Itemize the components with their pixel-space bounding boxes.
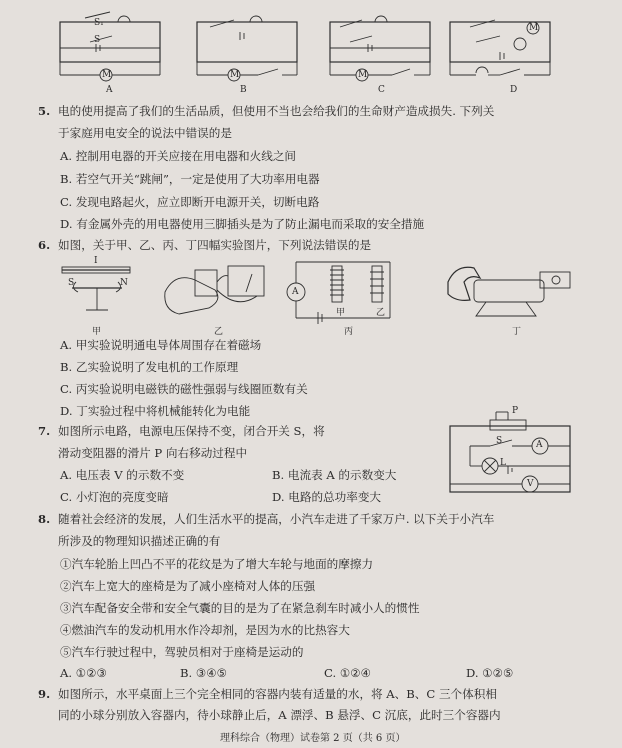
q6-jia-s-label: S [68, 278, 75, 288]
q6-number: 6. [38, 238, 51, 252]
q8-item-2: ②汽车上宽大的座椅是为了减小座椅对人体的压强 [60, 579, 316, 593]
circuit-diagrams-top [0, 0, 622, 95]
q9-stem-line1: 如图所示，水平桌面上三个完全相同的容器内装有适量的水，将 A、B、C 三个体积相 [58, 687, 497, 701]
circuit-label-b: B [240, 85, 247, 95]
q7-option-d: D. 电路的总功率变大 [272, 490, 382, 504]
circuit-a-s-label: S [94, 35, 101, 45]
q8-choice-a: A. ①②③ [60, 666, 107, 680]
q7-stem-line2: 滑动变阻器的滑片 P 向右移动过程中 [58, 446, 248, 460]
q8-choice-d: D. ①②⑤ [466, 666, 514, 680]
q9-stem-line2: 同的小球分别放入容器内，待小球静止后，A 漂浮、B 悬浮、C 沉底，此时三个容器内 [58, 708, 501, 722]
q7-ammeter-label: A [536, 440, 543, 450]
q8-item-3: ③汽车配备安全带和安全气囊的目的是为了在紧急刹车时减小人的惯性 [60, 601, 420, 615]
q7-option-a: A. 电压表 V 的示数不变 [60, 468, 185, 482]
q6-fig-label-bing: 丙 [344, 327, 354, 337]
q5-stem-line2: 于家庭用电安全的说法中错误的是 [58, 126, 232, 140]
page-footer: 理科综合（物理）试卷第 2 页（共 6 页） [220, 733, 406, 744]
q9-number: 9. [38, 687, 51, 701]
q6-option-b: B. 乙实验说明了发电机的工作原理 [60, 360, 239, 374]
q6-option-c: C. 丙实验说明电磁铁的磁性强弱与线圈匝数有关 [60, 382, 308, 396]
q5-stem-line1: 电的使用提高了我们的生活品质，但使用不当也会给我们的生命财产造成损失. 下列关 [58, 104, 495, 118]
q7-option-c: C. 小灯泡的亮度变暗 [60, 490, 169, 504]
q7-lamp-label: L [500, 458, 506, 468]
circuit-d-motor-label: M [529, 23, 539, 33]
q8-stem-line1: 随着社会经济的发展，人们生活水平的提高，小汽车走进了千家万户. 以下关于小汽车 [58, 512, 495, 526]
q6-bing-jia-label: 甲 [336, 308, 346, 318]
q6-option-a: A. 甲实验说明通电导体周围存在着磁场 [60, 338, 262, 352]
q5-option-b: B. 若空气开关“跳闸”，一定是使用了大功率用电器 [60, 172, 320, 186]
q6-bing-yi-label: 乙 [376, 308, 386, 318]
q8-choice-c: C. ①②④ [324, 666, 372, 680]
q8-item-1: ①汽车轮胎上凹凸不平的花纹是为了增大车轮与地面的摩擦力 [60, 557, 374, 571]
q6-fig-label-yi: 乙 [214, 327, 224, 337]
q7-voltmeter-label: V [527, 479, 534, 489]
q6-jia-n-label: N [120, 278, 128, 288]
q6-stem: 如图，关于甲、乙、丙、丁四幅实验图片，下列说法错误的是 [58, 238, 372, 252]
q5-option-a: A. 控制用电器的开关应接在用电器和火线之间 [60, 149, 297, 163]
q8-item-4: ④燃油汽车的发动机用水作冷却剂，是因为水的比热容大 [60, 623, 350, 637]
q6-bing-ammeter-label: A [292, 287, 299, 297]
q5-option-d: D. 有金属外壳的用电器使用三脚插头是为了防止漏电而采取的安全措施 [60, 217, 425, 231]
q7-number: 7. [38, 424, 51, 438]
q6-jia-current-label: I [94, 256, 98, 266]
q7-stem-line1: 如图所示电路，电源电压保持不变，闭合开关 S，将 [58, 424, 325, 438]
q6-option-d: D. 丁实验过程中将机械能转化为电能 [60, 404, 251, 418]
q8-choice-b: B. ③④⑤ [180, 666, 228, 680]
circuit-a-s1-label: S₁ [94, 18, 104, 28]
circuit-a-motor-label: M [102, 70, 112, 80]
circuit-label-c: C [378, 85, 385, 95]
q6-fig-label-ding: 丁 [512, 327, 522, 337]
q5-option-c: C. 发现电路起火，应立即断开电源开关，切断电路 [60, 195, 320, 209]
circuit-c-motor-label: M [358, 70, 368, 80]
q5-number: 5. [38, 104, 51, 118]
circuit-label-a: A [106, 85, 113, 95]
q8-stem-line2: 所涉及的物理知识描述正确的有 [58, 534, 221, 548]
q6-fig-label-jia: 甲 [92, 327, 102, 337]
circuit-label-d: D [510, 85, 518, 95]
q8-number: 8. [38, 512, 51, 526]
q7-switch-label: S [496, 436, 503, 446]
q8-item-5: ⑤汽车行驶过程中，驾驶员相对于座椅是运动的 [60, 645, 304, 659]
circuit-b-motor-label: M [230, 70, 240, 80]
q7-slider-label: P [512, 406, 519, 416]
q7-option-b: B. 电流表 A 的示数变大 [272, 468, 397, 482]
